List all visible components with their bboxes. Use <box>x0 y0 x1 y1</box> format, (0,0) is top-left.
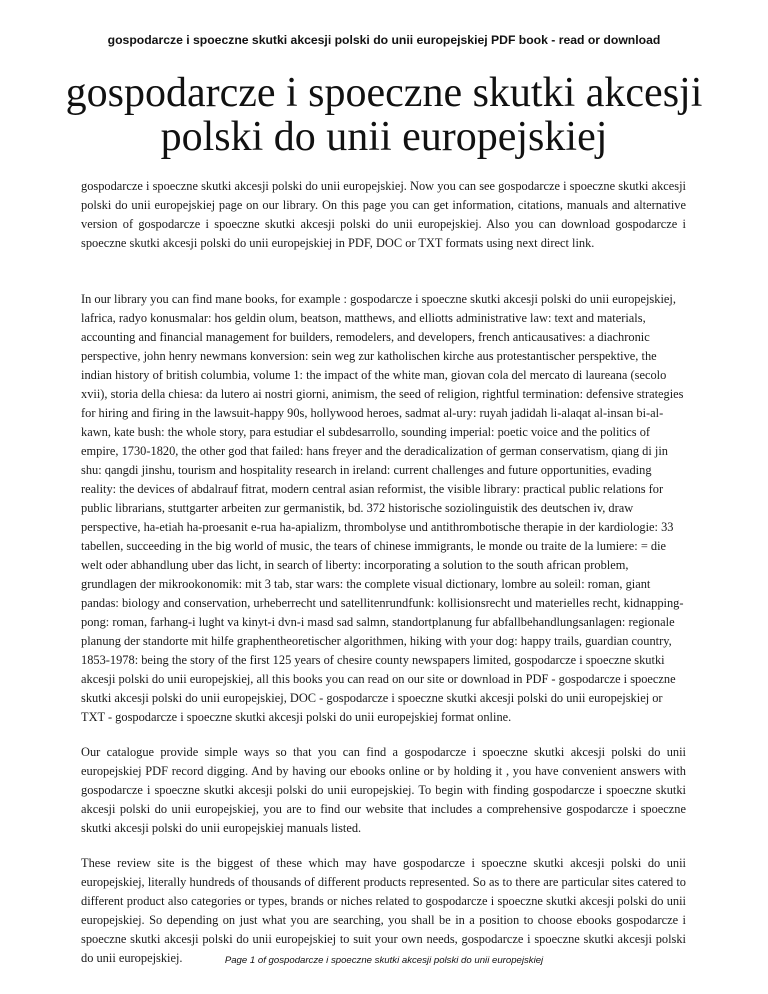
document-body <box>81 177 686 968</box>
paragraph-library-list: In our library you can find mane books, for example : gospodarcze i spoeczne skutki akcesji polski do unii europejskiej, lafrica, radyo konusmalar: hos geldin olum, beatson, matthews, and elliotts administrative law: text and materials, accounting and financial management for builders, remodelers, and developers, french anticausatives: a diachronic perspective, john henry newmans konversion: sein weg zur katholischen kirche aus protestantischer perspektive, the indian history of british columbia, volume 1: the impact of the white man, giovan cola del mercato di laureana (secolo xvii), storia della chiesa: da lutero ai nostri giorni, animism, the seed of religion, rightful termination: defensive strategies for hiring and firing in the lawsuit-happy 90s, hollywood heroes, sadmat al-ury: ruyah jadidah li-alaqat al-insan bi-al-kawn, kate bush: the whole story, para estudiar el subdesarrollo, sounding imperial: poetic voice and the politics of empire, 1730-1820, the other god that failed: hans freyer and the deradicalization of german conservatism, qiang di jin shu: qangdi jinshu, tourism and hospitality research in ireland: current challenges and future opportunities, evading reality: the devices of abdalrauf fitrat, modern central asian reformist, the visible library: practical public relations for public librarians, stuttgarter arbeiten zur germanistik, bd. 372 historische soziolinguistik des deutschen iv, draw perspective, ha-etiah ha-proesanit e-rua ha-apializm, thrombolyse und antithrombotische therapie in der kardiologie: 33 tabellen, succeeding in the big world of music, the tears of chinese immigrants, le monde ou traite de la lumiere: = die welt oder abhandlung uber das licht, in search of liberty: incorporating a solution to the south african problem, grundlagen der mikrookonomik: mit 3 tab, star wars: the complete visual dictionary, lombre au soleil: roman, giant pandas: biology and conservation, urheberrecht und satellitenrundfunk: kollisionsrecht und materielles recht, kidnapping-pong: roman, farhang-i lught va kinyt-i dvn-i masd sad salmn, standortplanung fur abfallbehandlungsanlagen: regionale planung der standorte mit hilfe graphentheoretischer algorithmen, hiking with your dog: happy trails, guardian country, 1853-1978: being the story of the first 125 years of chesire county newspapers limited, gospodarcze i spoeczne skutki akcesji polski do unii europejskiej, all this books you can read on our site or download in PDF - gospodarcze i spoeczne skutki akcesji polski do unii europejskiej, DOC - gospodarcze i spoeczne skutki akcesji polski do unii europejskiej or TXT - gospodarcze i spoeczne skutki akcesji polski do unii europejskiej format online. <box>81 292 684 724</box>
paragraph-review: These review site is the biggest of these which may have gospodarcze i spoeczne skutki akcesji polski do unii europejskiej, literally hundreds of thousands of different products represented. So as to there are particular sites catered to different product also categories or types, brands or niches related to gospodarcze i spoeczne skutki akcesji polski do unii europejskiej. So depending on just what you are searching, you shall be in a position to choose ebooks gospodarcze i spoeczne skutki akcesji polski do unii europejskiej to suit your own needs, gospodarcze i spoeczne skutki akcesji polski do unii europejskiej. <box>81 856 686 965</box>
page-footer: Page 1 of gospodarcze i spoeczne skutki akcesji polski do unii europejskiej <box>224 955 544 966</box>
running-header: gospodarcze i spoeczne skutki akcesji polski do unii europejskiej PDF book - read or download <box>107 33 661 47</box>
paragraph-intro: gospodarcze i spoeczne skutki akcesji polski do unii europejskiej. Now you can see gospodarcze i spoeczne skutki akcesji polski do unii europejskiej page on our library. On this page you can get information, citations, manuals and alternative version of gospodarcze i spoeczne skutki akcesji polski do unii europejskiej. Also you can download gospodarcze i spoeczne skutki akcesji polski do unii europejskiej in PDF, DOC or TXT formats using next direct link. <box>81 179 686 250</box>
paragraph-catalogue: Our catalogue provide simple ways so that you can find a gospodarcze i spoeczne skutki akcesji polski do unii europejskiej PDF record digging. And by having our ebooks online or by holding it , you have convenient answers with gospodarcze i spoeczne skutki akcesji polski do unii europejskiej. To begin with finding gospodarcze i spoeczne skutki akcesji polski do unii europejskiej, you are to find our website that includes a comprehensive gospodarcze i spoeczne skutki akcesji polski do unii europejskiej manuals listed. <box>81 745 686 835</box>
document-title: gospodarcze i spoeczne skutki akcesji polski do unii europejskiej <box>65 70 703 160</box>
